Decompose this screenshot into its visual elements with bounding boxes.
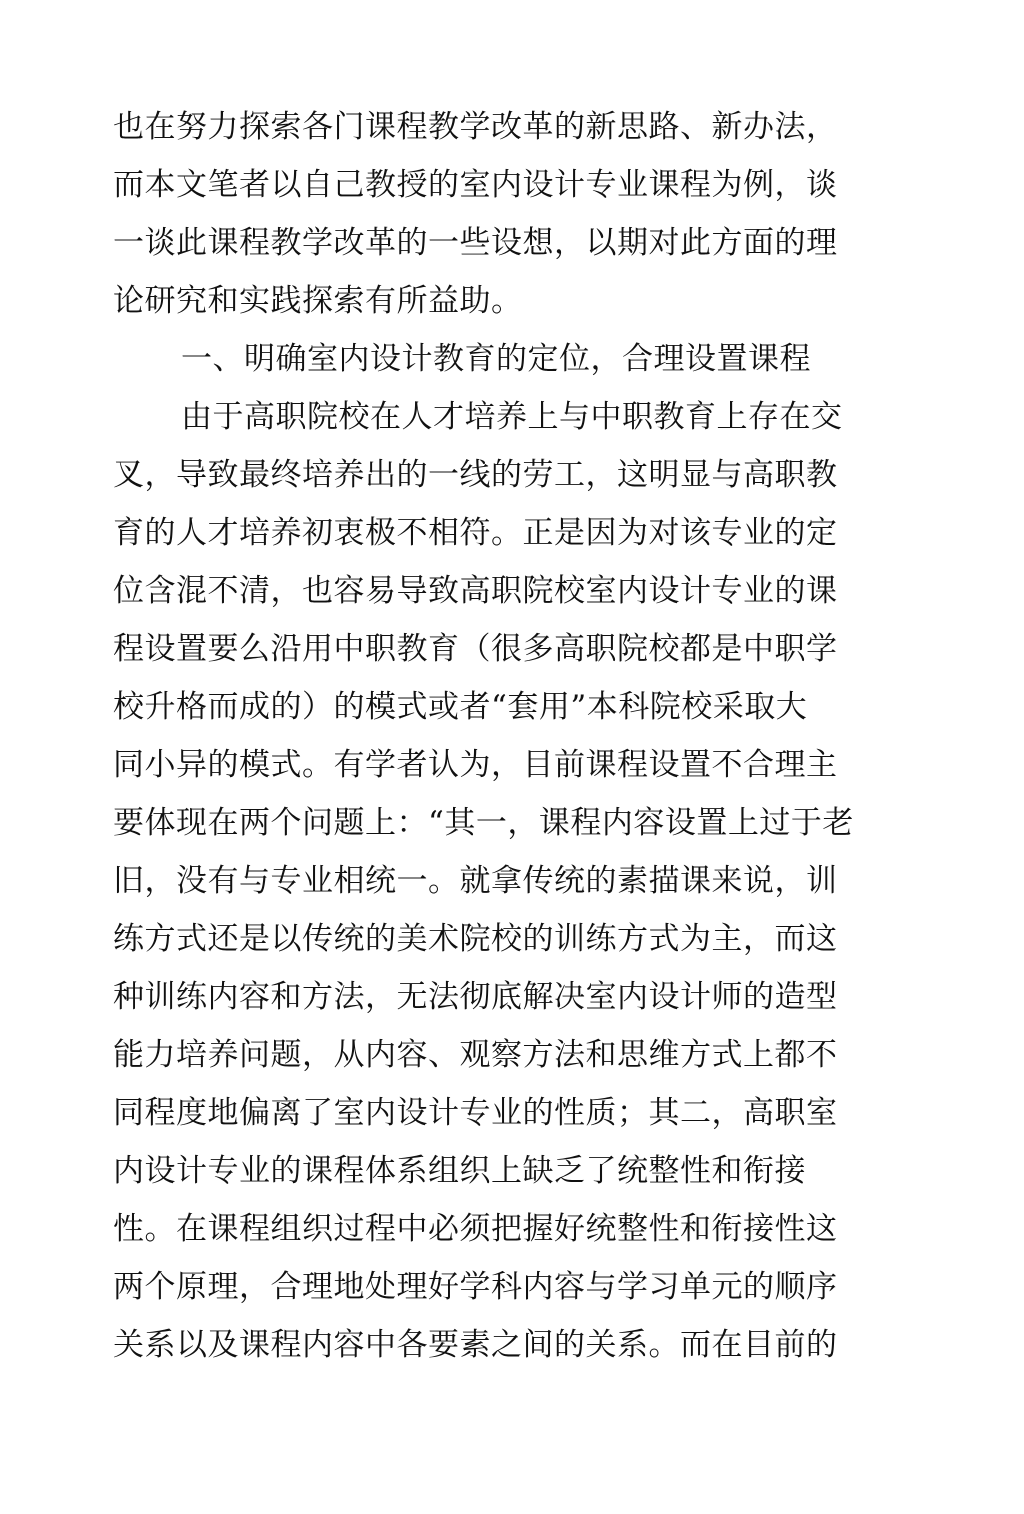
text-line: 论研究和实践探索有所益助。 [113,283,523,319]
text-line: 同小异的模式。有学者认为，目前课程设置不合理主 [113,747,838,783]
text-line: 旧，没有与专业相统一。就拿传统的素描课来说，训 [113,863,838,899]
text-line: 两个原理，合理地处理好学科内容与学习单元的顺序 [113,1269,838,1305]
text-line: 程设置要么沿用中职教育（很多高职院校都是中职学 [113,631,838,667]
text-line: 性。在课程组织过程中必须把握好统整性和衔接性这 [113,1211,838,1247]
text-line: 能力培养问题，从内容、观察方法和思维方式上都不 [113,1037,838,1073]
text-line: 也在努力探索各门课程教学改革的新思路、新办法， [113,109,838,145]
text-line: 种训练内容和方法，无法彻底解决室内设计师的造型 [113,979,838,1015]
text-line: 而本文笔者以自己教授的室内设计专业课程为例，谈 [113,167,838,203]
text-line: 一谈此课程教学改革的一些设想，以期对此方面的理 [113,225,838,261]
text-line: 同程度地偏离了室内设计专业的性质；其二，高职室 [113,1095,838,1131]
text-line: 叉，导致最终培养出的一线的劳工，这明显与高职教 [113,457,838,493]
text-line: 关系以及课程内容中各要素之间的关系。而在目前的 [113,1327,838,1363]
section-heading: 一、明确室内设计教育的定位，合理设置课程 [181,341,811,377]
body-text [113,98,903,1374]
text-line: 育的人才培养初衷极不相符。正是因为对该专业的定 [113,515,838,551]
paragraph-start: 由于高职院校在人才培养上与中职教育上存在交 [181,399,843,435]
text-line: 校升格而成的）的模式或者“套用”本科院校采取大 [113,689,808,725]
text-line: 练方式还是以传统的美术院校的训练方式为主，而这 [113,921,838,957]
text-line: 要体现在两个问题上：“其一，课程内容设置上过于老 [113,805,854,841]
text-line: 位含混不清，也容易导致高职院校室内设计专业的课 [113,573,838,609]
text-line: 内设计专业的课程体系组织上缺乏了统整性和衔接 [113,1153,806,1189]
